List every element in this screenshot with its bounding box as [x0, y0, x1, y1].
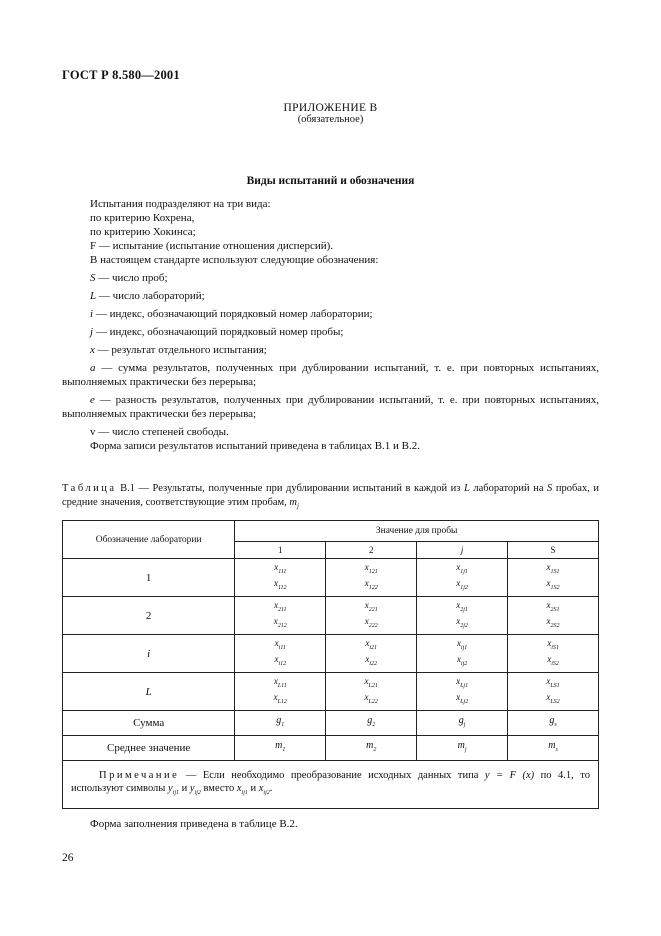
table-row	[63, 673, 599, 711]
body-line: по критерию Хокинса;	[90, 226, 196, 238]
mean-row	[63, 736, 599, 761]
row-label: 1	[63, 559, 235, 597]
table-cell: $x_{i11}$ $x_{i12}$	[235, 635, 326, 673]
section-title: Виды испытаний и обозначения	[246, 175, 415, 187]
header-value-for-sample: Значение для пробы	[235, 521, 599, 542]
table-cell: $x_{iS1}$ $x_{iS2}$	[508, 635, 599, 673]
table-row	[63, 597, 599, 635]
table-cell: $x_{211}$ $x_{212}$	[235, 597, 326, 635]
row-label: i	[63, 635, 235, 673]
mean-cell: $m_s$	[508, 736, 599, 761]
table-row	[63, 635, 599, 673]
table-cell: $x_{121}$ $x_{122}$	[326, 559, 417, 597]
table-cell: $x_{1j1}$ $x_{1j2}$	[417, 559, 508, 597]
footer-text: Форма заполнения приведена в таблице В.2.	[90, 818, 298, 830]
table-cell: $x_{111}$ $x_{112}$	[235, 559, 326, 597]
table-note: Примечание — Если необходимо преобразование исходных данных типа y = F (x) по 4.1, то используют символы $y_{ij1}$ и $y_{ij2}$ вместо $x_{ij1}$ и $x_{ij2}$.	[63, 761, 599, 809]
definition-x: x — результат отдельного испытания;	[90, 344, 267, 356]
row-label: L	[63, 673, 235, 711]
definition-v: v — число степеней свободы.	[90, 426, 229, 438]
definition-l: L — число лабораторий;	[90, 290, 205, 302]
table-cell: $x_{L21}$ $x_{L22}$	[326, 673, 417, 711]
mean-cell: $m_j$	[417, 736, 508, 761]
table-cell: $x_{Lj1}$ $x_{Lj2}$	[417, 673, 508, 711]
definition-a: a — сумма результатов, полученных при дублировании испытаний, т. е. при повторных испытаниях, выполняемых практически без перерыва;	[62, 362, 599, 388]
mean-cell: $m_2$	[326, 736, 417, 761]
mean-label: Среднее значение	[63, 736, 235, 761]
column-header-1: 1	[235, 542, 326, 559]
header-laboratory: Обозначение лаборатории	[63, 521, 235, 559]
body-line: В настоящем стандарте используют следующие обозначения:	[90, 254, 379, 266]
table-cell: $x_{i21}$ $x_{i22}$	[326, 635, 417, 673]
appendix-subtitle: (обязательное)	[297, 114, 364, 125]
sum-cell: $g_j$	[417, 711, 508, 736]
definition-e: e — разность результатов, полученных при дублировании испытаний, т. е. при повторных испытаниях, выполняемых практически без перерыва;	[62, 394, 599, 420]
body-line: Испытания подразделяют на три вида:	[90, 198, 271, 210]
definition-j: j — индекс, обозначающий порядковый номер пробы;	[90, 326, 344, 338]
body-text	[62, 197, 599, 453]
table-caption: Таблица В.1 — Результаты, полученные при дублировании испытаний в каждой из L лабораторий на S пробах, и средние значения, соответствующие этим пробам, $m_j$	[62, 483, 599, 510]
body-line: Форма записи результатов испытаний приведена в таблицах В.1 и В.2.	[90, 440, 421, 452]
table-cell: $x_{2j1}$ $x_{2j2}$	[417, 597, 508, 635]
table-cell: $x_{221}$ $x_{222}$	[326, 597, 417, 635]
body-line: по критерию Кохрена,	[90, 212, 195, 224]
sum-cell: $g_2$	[326, 711, 417, 736]
appendix-title: ПРИЛОЖЕНИЕ В	[283, 102, 378, 114]
table-cell: $x_{LS1}$ $x_{LS2}$	[508, 673, 599, 711]
sum-label: Сумма	[63, 711, 235, 736]
document-header: ГОСТ Р 8.580—2001	[62, 68, 180, 82]
mean-cell: $m_1$	[235, 736, 326, 761]
table-caption-word: Таблица	[62, 483, 117, 494]
results-table	[62, 520, 599, 809]
definition-i: i — индекс, обозначающий порядковый номер лаборатории;	[90, 308, 373, 320]
table-cell: $x_{1S1}$ $x_{1S2}$	[508, 559, 599, 597]
body-line: F — испытание (испытание отношения дисперсий).	[90, 240, 334, 252]
column-header-4: S	[508, 542, 599, 559]
page-number: 26	[62, 852, 74, 864]
row-label: 2	[63, 597, 235, 635]
column-header-2: 2	[326, 542, 417, 559]
table-cell: $x_{2S1}$ $x_{2S2}$	[508, 597, 599, 635]
sum-row	[63, 711, 599, 736]
table-cell: $x_{L11}$ $x_{L12}$	[235, 673, 326, 711]
definition-s: S — число проб;	[90, 272, 168, 284]
column-header-3: j	[417, 542, 508, 559]
sum-cell: $g_s$	[508, 711, 599, 736]
table-row	[63, 559, 599, 597]
sum-cell: $g_1$	[235, 711, 326, 736]
table-cell: $x_{ij1}$ $x_{ij2}$	[417, 635, 508, 673]
